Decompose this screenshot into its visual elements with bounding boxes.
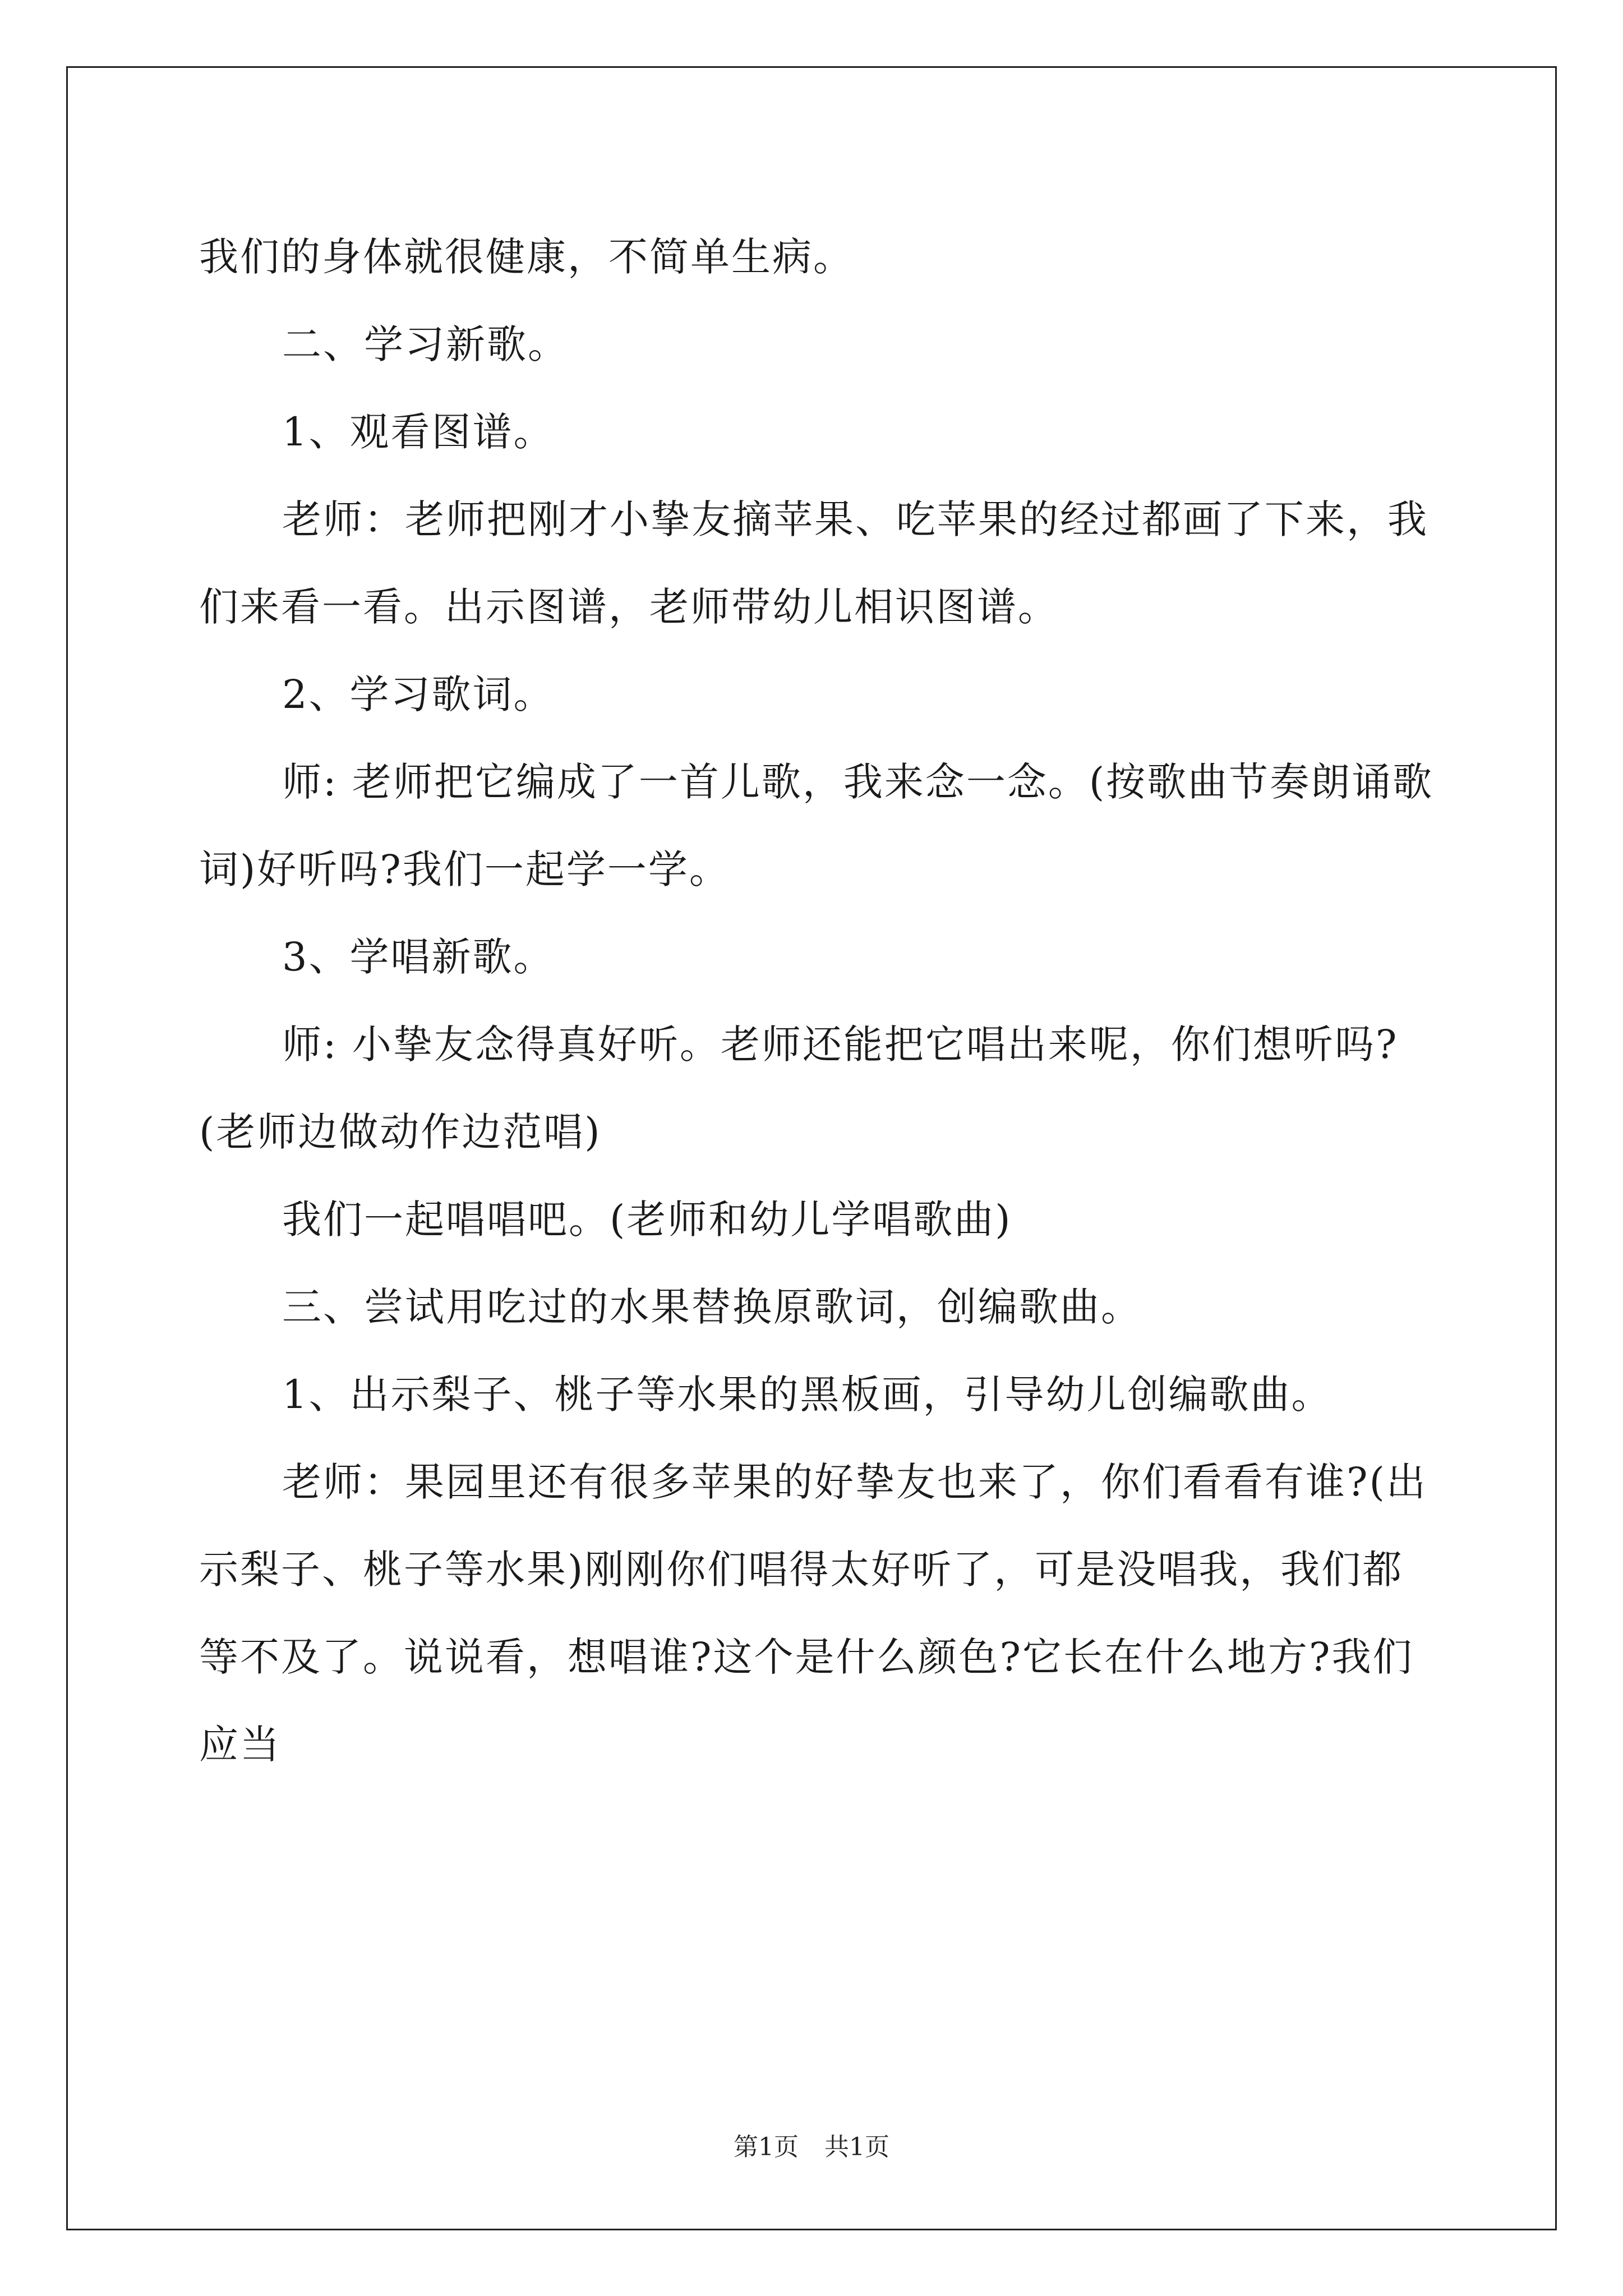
- paragraph: 三、尝试用吃过的水果替换原歌词，创编歌曲。: [282, 1284, 1142, 1330]
- paragraph: 1、观看图谱。: [282, 409, 555, 455]
- paragraph: 老师：老师把刚才小挚友摘苹果、吃苹果的经过都画了下来，我们来看一看。出示图谱，老师带幼儿相识图谱。: [199, 496, 1428, 630]
- paragraph: 师: 老师把它编成了一首儿歌，我来念一念。(按歌曲节奏朗诵歌词)好听吗?我们一起学一学。: [199, 759, 1434, 892]
- paragraph: 老师：果园里还有很多苹果的好挚友也来了，你们看看有谁?(出示梨子、桃子等水果)刚刚你们唱得太好听了，可是没唱我，我们都等不及了。说说看，想唱谁?这个是什么颜色?它长在什么地方?我们应当: [199, 1459, 1427, 1768]
- paragraph: 我们的身体就很健康，不简单生病。: [199, 234, 854, 280]
- page-total: 共1页: [824, 2133, 889, 2161]
- paragraph: 我们一起唱唱吧。(老师和幼儿学唱歌曲): [282, 1197, 1012, 1243]
- page-footer: [0, 2131, 1623, 2164]
- paragraph: 3、学唱新歌。: [282, 934, 555, 980]
- paragraph: 1、出示梨子、桃子等水果的黑板画，引导幼儿创编歌曲。: [282, 1372, 1332, 1418]
- page-number: 第1页: [734, 2133, 799, 2161]
- paragraph: 二、学习新歌。: [282, 321, 569, 367]
- paragraph: 师: 小挚友念得真好听。老师还能把它唱出来呢，你们想听吗?(老师边做动作边范唱): [199, 1022, 1399, 1155]
- paragraph: 2、学习歌词。: [282, 671, 555, 717]
- document-body: [199, 213, 1436, 1788]
